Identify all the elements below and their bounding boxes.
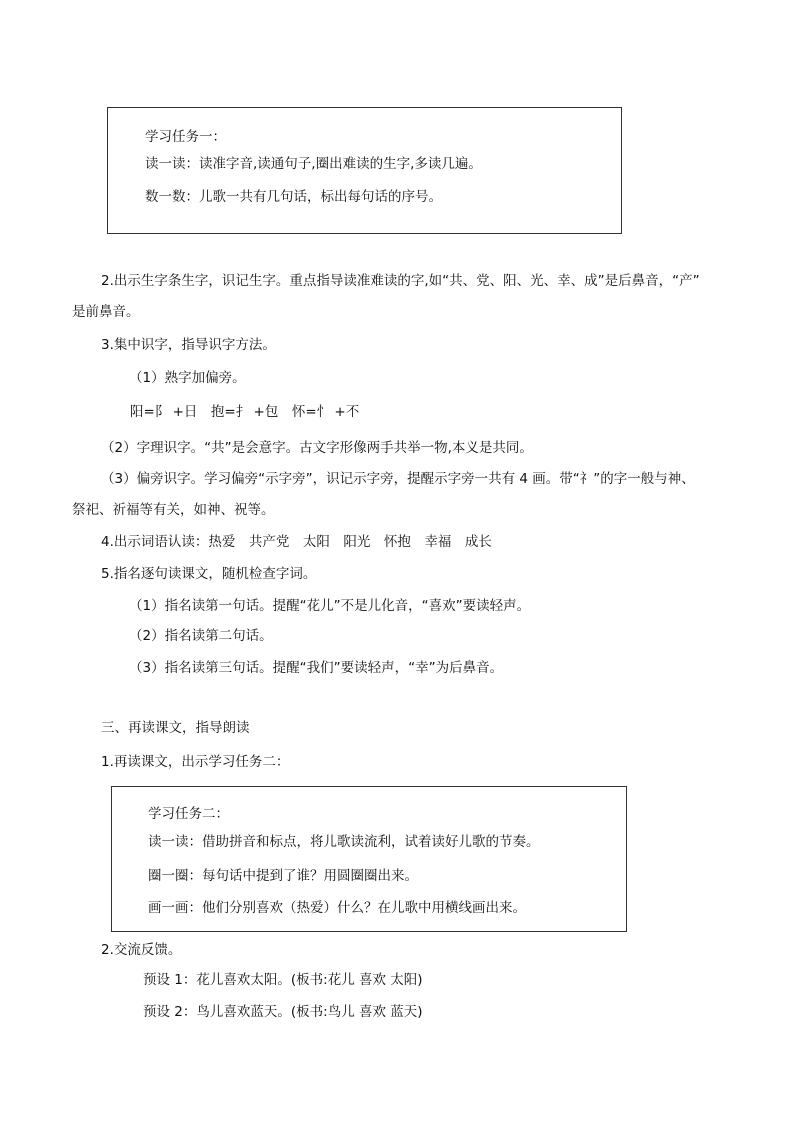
- task-2-draw: 画一画：他们分别喜欢（热爱）什么？在儿歌中用横线画出来。: [148, 900, 526, 916]
- step3-method3-line2: 祭祀、祈福等有关，如神、祝等。: [72, 502, 275, 518]
- step3-method1: （1）熟字加偏旁。: [129, 370, 246, 386]
- task-2-read: 读一读：借助拼音和标点，将儿歌读流利，试着读好儿歌的节奏。: [148, 834, 540, 850]
- step3-formula: 阳=阝 +日 抱=扌 +包 怀=忄 +不: [130, 404, 360, 420]
- task-1-read: 读一读：读准字音,读通句子,圈出难读的生字,多读几遍。: [145, 156, 482, 172]
- feedback-preset-2: 预设 2：鸟儿喜欢蓝天。(板书:鸟儿 喜欢 蓝天): [143, 1004, 423, 1020]
- task-1-title: 学习任务一：: [145, 129, 226, 145]
- step5-s2: （2）指名读第二句话。: [129, 628, 273, 644]
- step4: 4.出示词语认读：热爱 共产党 太阳 阳光 怀抱 幸福 成长: [101, 534, 492, 550]
- step3-title: 3.集中识字，指导识字方法。: [101, 337, 276, 353]
- section3-step1: 1.再读课文，出示学习任务二：: [101, 754, 290, 770]
- step3-method3-line1: （3）偏旁识字。学习偏旁“示字旁”，识记示字旁，提醒示字旁一共有 4 画。带“礻”的字一般与神、: [101, 471, 695, 487]
- step2-line2: 是前鼻音。: [72, 304, 140, 320]
- step5-s3: （3）指名读第三句话。提醒“我们”要读轻声，“幸”为后鼻音。: [129, 660, 504, 676]
- step5-s1: （1）指名读第一句话。提醒“花儿”不是儿化音，“喜欢”要读轻声。: [129, 598, 531, 614]
- task-2-title: 学习任务二：: [148, 806, 229, 822]
- step3-method2: （2）字理识字。“共”是会意字。古文字形像两手共举一物,本义是共同。: [101, 440, 533, 456]
- feedback-title: 2.交流反馈。: [101, 942, 182, 958]
- task-2-circle: 圈一圈：每句话中提到了谁？用圆圈圈出来。: [148, 868, 418, 884]
- feedback-preset-1: 预设 1：花儿喜欢太阳。(板书:花儿 喜欢 太阳): [143, 972, 423, 988]
- step2-line1: 2.出示生字条生字，识记生字。重点指导读准难读的字,如“共、党、阳、光、幸、成”是后鼻音，“产”: [101, 273, 700, 289]
- task-1-count: 数一数：儿歌一共有几句话，标出每句话的序号。: [145, 189, 442, 205]
- step5-title: 5.指名逐句读课文，随机检查字词。: [101, 566, 317, 582]
- section3-heading: 三、再读课文，指导朗读: [101, 720, 250, 736]
